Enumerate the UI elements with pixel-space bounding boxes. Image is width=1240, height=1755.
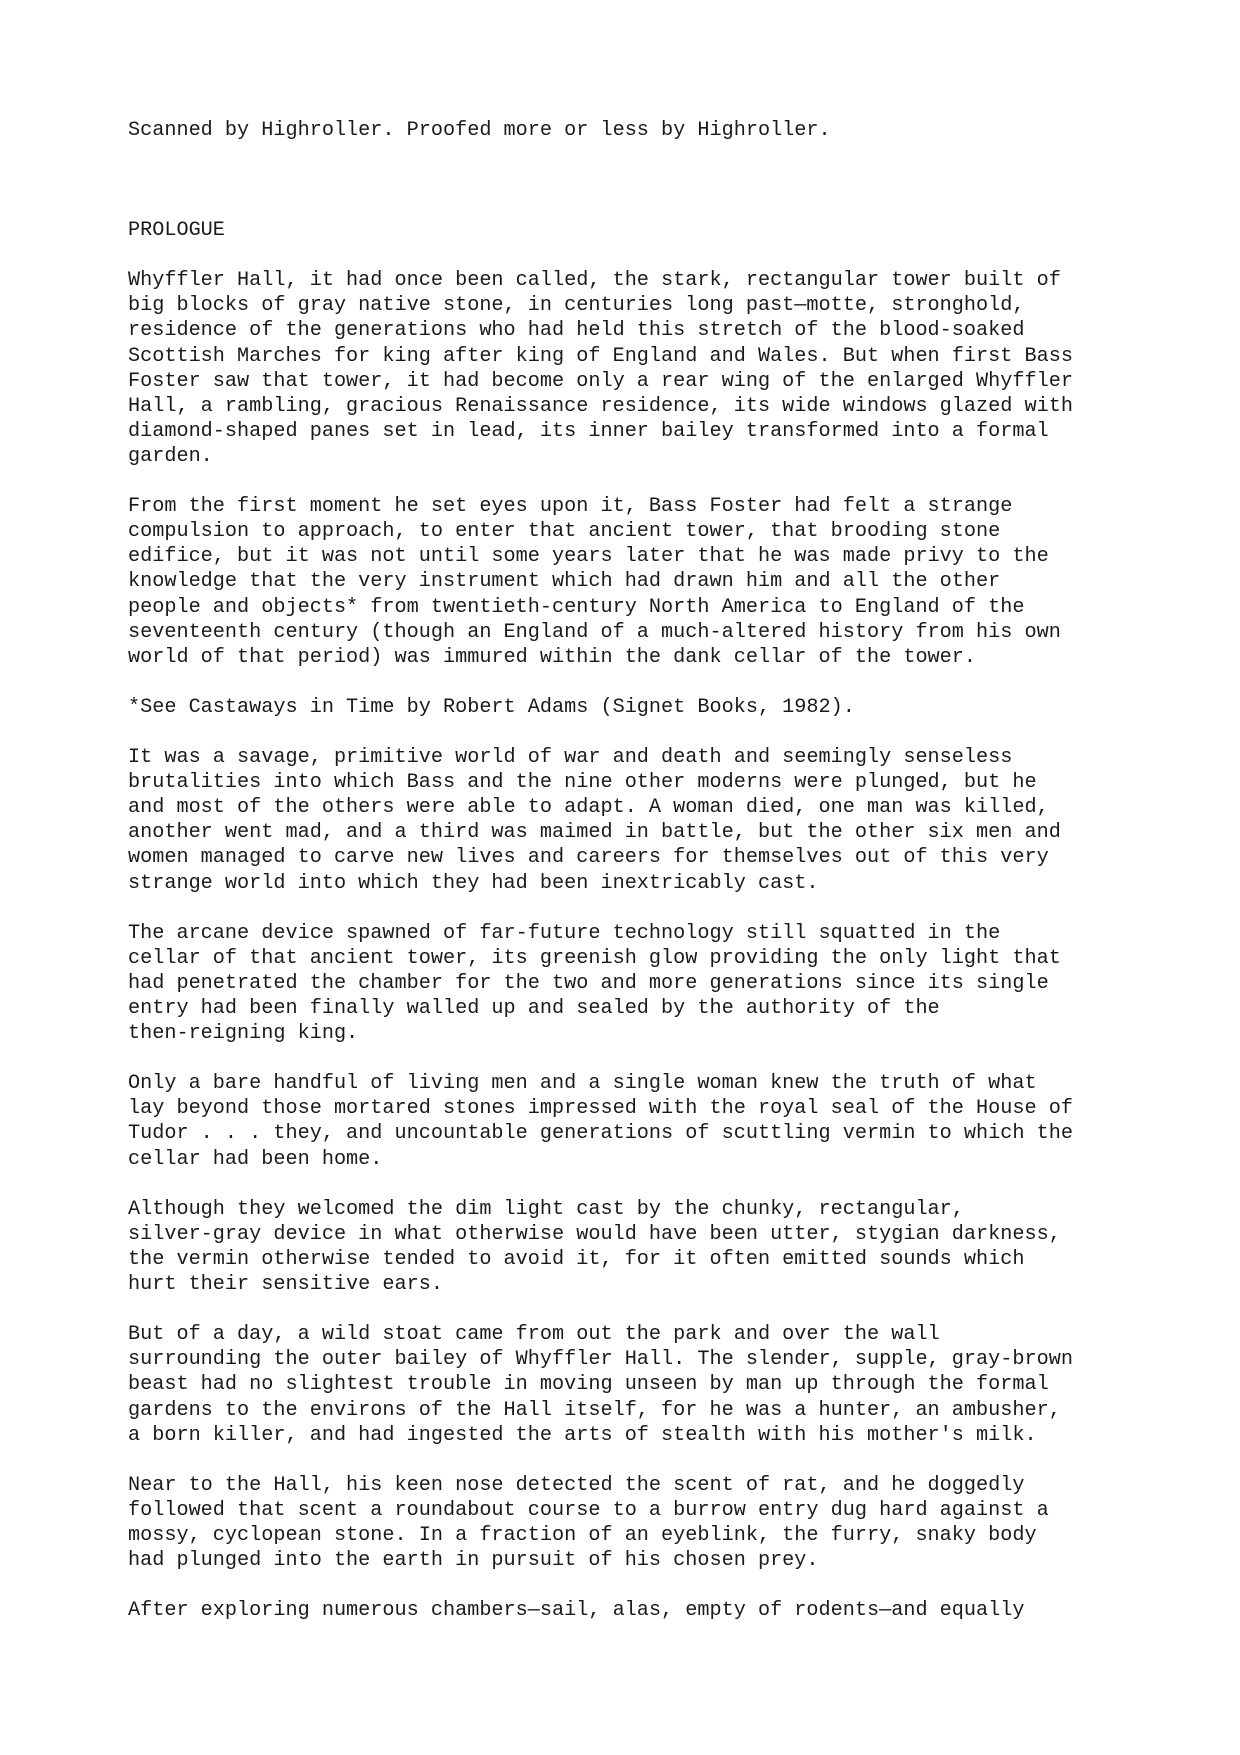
text-line: hurt their sensitive ears. (128, 1273, 443, 1297)
text-line: compulsion to approach, to enter that ancient tower, that brooding stone (128, 520, 1001, 544)
text-line: Near to the Hall, his keen nose detected the scent of rat, and he doggedly (128, 1473, 1025, 1497)
text-line: gardens to the environs of the Hall itself, for he was a hunter, an ambusher, (128, 1398, 1061, 1422)
paragraph (128, 921, 1138, 1046)
text-line: Only a bare handful of living men and a single woman knew the truth of what (128, 1072, 1037, 1096)
text-line: The arcane device spawned of far-future technology still squatted in the (128, 921, 1001, 945)
text-line: strange world into which they had been inextricably cast. (128, 871, 819, 895)
text-line: lay beyond those mortared stones impressed with the royal seal of the House of (128, 1097, 1073, 1121)
paragraph (128, 1071, 1138, 1171)
text-line: had penetrated the chamber for the two and more generations since its single (128, 971, 1049, 995)
text-line: women managed to carve new lives and careers for themselves out of this very (128, 846, 1049, 870)
text-line: big blocks of gray native stone, in centuries long past—motte, stronghold, (128, 294, 1025, 318)
text-line: garden. (128, 444, 213, 468)
text-line: world of that period) was immured within the dank cellar of the tower. (128, 645, 977, 669)
text-line: mossy, cyclopean stone. In a fraction of an eyeblink, the furry, snaky body (128, 1523, 1037, 1547)
text-line: Whyffler Hall, it had once been called, the stark, rectangular tower built of (128, 269, 1061, 293)
text-line: Foster saw that tower, it had become only a rear wing of the enlarged Whyffler (128, 369, 1073, 393)
text-line: It was a savage, primitive world of war and death and seemingly senseless (128, 746, 1013, 770)
text-line: and most of the others were able to adapt. A woman died, one man was killed, (128, 796, 1049, 820)
paragraph (128, 745, 1138, 896)
text-line: people and objects* from twentieth-century North America to England of the (128, 595, 1025, 619)
paragraph (128, 1322, 1138, 1447)
text-line: had plunged into the earth in pursuit of his chosen prey. (128, 1549, 819, 1573)
text-line: the vermin otherwise tended to avoid it, for it often emitted sounds which (128, 1247, 1025, 1271)
text-line: another went mad, and a third was maimed in battle, but the other six men and (128, 821, 1061, 845)
text-line: a born killer, and had ingested the arts of stealth with his mother's milk. (128, 1423, 1037, 1447)
text-line: Tudor . . . they, and uncountable generations of scuttling vermin to which the (128, 1122, 1073, 1146)
text-line: edifice, but it was not until some years later that he was made privy to the (128, 545, 1049, 569)
text-line: followed that scent a roundabout course to a burrow entry dug hard against a (128, 1498, 1049, 1522)
text-line: then-reigning king. (128, 1022, 359, 1046)
text-line: cellar of that ancient tower, its greenish glow providing the only light that (128, 946, 1061, 970)
scan-credit: Scanned by Highroller. Proofed more or less by Highroller. (128, 119, 831, 142)
text-line: *See Castaways in Time by Robert Adams (Signet Books, 1982). (128, 695, 855, 719)
paragraph (128, 268, 1138, 469)
text-line: diamond-shaped panes set in lead, its inner bailey transformed into a formal (128, 419, 1049, 443)
text-line: Scottish Marches for king after king of England and Wales. But when first Bass (128, 344, 1073, 368)
paragraph (128, 1197, 1138, 1297)
paragraph (128, 1473, 1138, 1573)
text-line: knowledge that the very instrument which had drawn him and all the other (128, 570, 1001, 594)
text-line: seventeenth century (though an England of a much-altered history from his own (128, 620, 1061, 644)
text-line: cellar had been home. (128, 1147, 383, 1171)
text-line: Although they welcomed the dim light cast by the chunky, rectangular, (128, 1197, 964, 1221)
document-page (128, 118, 1138, 1623)
text-line: residence of the generations who had held this stretch of the blood-soaked (128, 319, 1025, 343)
text-line: Hall, a rambling, gracious Renaissance residence, its wide windows glazed with (128, 394, 1073, 418)
text-line: brutalities into which Bass and the nine other moderns were plunged, but he (128, 771, 1037, 795)
paragraph (128, 695, 1138, 720)
text-line: From the first moment he set eyes upon it, Bass Foster had felt a strange (128, 495, 1013, 519)
text-line: silver-gray device in what otherwise would have been utter, stygian darkness, (128, 1222, 1061, 1246)
text-line: But of a day, a wild stoat came from out the park and over the wall (128, 1323, 940, 1347)
text-line: entry had been finally walled up and sealed by the authority of the (128, 997, 940, 1020)
text-line: surrounding the outer bailey of Whyffler Hall. The slender, supple, gray-brown (128, 1348, 1073, 1372)
text-line: beast had no slightest trouble in moving unseen by man up through the formal (128, 1373, 1049, 1397)
paragraph (128, 1598, 1138, 1623)
paragraph (128, 494, 1138, 670)
text-line: After exploring numerous chambers—sail, alas, empty of rodents—and equally (128, 1599, 1025, 1623)
chapter-heading: PROLOGUE (128, 219, 225, 243)
body-text (128, 268, 1138, 1623)
